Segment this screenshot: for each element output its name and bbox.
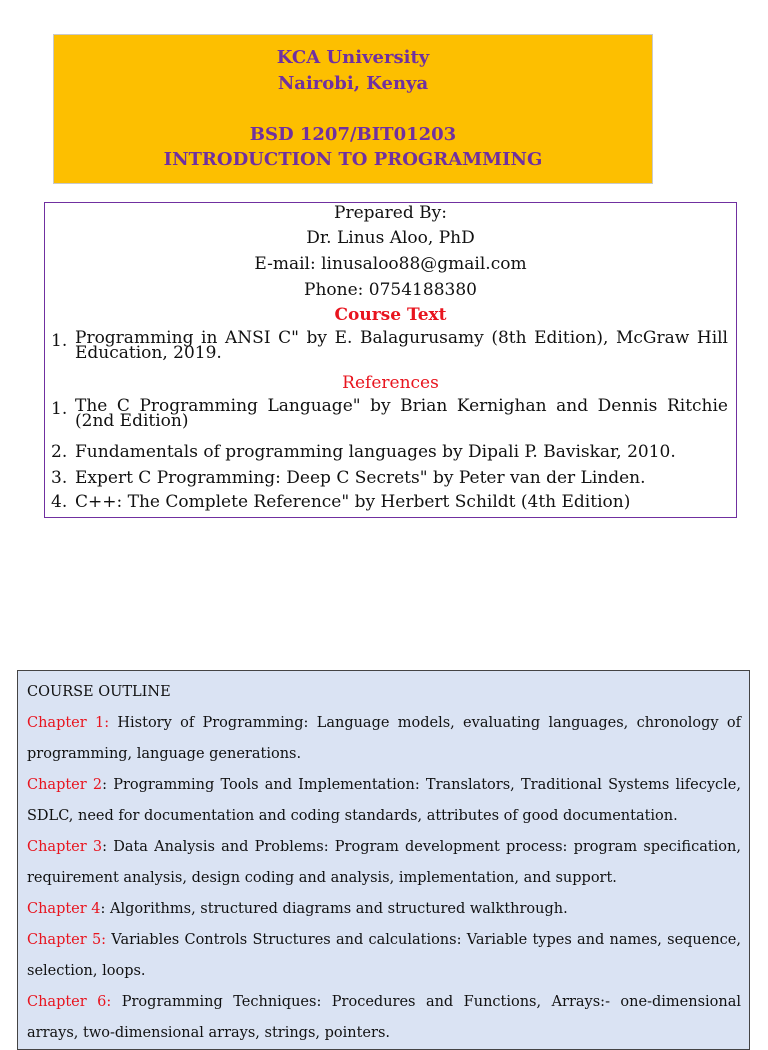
course-outline-box xyxy=(17,670,750,1050)
chapter-label: Chapter 4 xyxy=(27,901,101,917)
chapter-label: Chapter 1: xyxy=(27,715,110,731)
list-number: 4. xyxy=(51,492,68,512)
list-text: C++: The Complete Reference" by Herbert Schildt (4th Edition) xyxy=(75,492,631,512)
reference-item xyxy=(51,396,728,431)
reference-item xyxy=(51,492,728,512)
chapter-description: Programming Techniques: Procedures and Functions, Arrays:- one-dimensional arrays, two-dimensional arrays, strings, pointers. xyxy=(27,994,741,1041)
chapter-entry xyxy=(27,894,741,925)
chapter-entry xyxy=(27,925,741,987)
lecturer-name: Dr. Linus Aloo, PhD xyxy=(306,228,475,248)
chapter-description: Variables Controls Structures and calculations: Variable types and names, sequence, selection, loops. xyxy=(27,932,741,979)
list-number: 2. xyxy=(51,442,68,462)
course-code: BSD 1207/BIT01203 xyxy=(249,124,457,145)
title-banner xyxy=(53,34,653,184)
prepared-by-label: Prepared By: xyxy=(334,203,447,223)
chapter-description: : Algorithms, structured diagrams and structured walkthrough. xyxy=(100,901,568,917)
list-text: Programming in ANSI C" by E. Balagurusamy (8th Edition), McGraw Hill Education, 2019. xyxy=(75,328,728,363)
course-outline-heading: COURSE OUTLINE xyxy=(27,684,171,700)
course-title: INTRODUCTION TO PROGRAMMING xyxy=(163,149,543,170)
list-text: Fundamentals of programming languages by Dipali P. Baviskar, 2010. xyxy=(75,442,676,462)
university-name: KCA University xyxy=(276,47,430,68)
chapter-label: Chapter 3 xyxy=(27,839,103,855)
list-text: The C Programming Language" by Brian Kernighan and Dennis Ritchie (2nd Edition) xyxy=(75,396,728,431)
list-number: 1. xyxy=(51,331,68,351)
chapter-entry xyxy=(27,770,741,832)
references-heading: References xyxy=(342,373,439,393)
chapter-entry xyxy=(27,832,741,894)
course-text-item xyxy=(51,328,728,363)
reference-item xyxy=(51,442,728,462)
list-number: 1. xyxy=(51,399,68,419)
reference-item xyxy=(51,468,728,488)
list-text: Expert C Programming: Deep C Secrets" by Peter van der Linden. xyxy=(75,468,646,488)
university-location: Nairobi, Kenya xyxy=(277,73,429,94)
lecturer-email: E-mail: linusaloo88@gmail.com xyxy=(254,254,527,274)
course-text-heading: Course Text xyxy=(334,305,447,325)
list-number: 3. xyxy=(51,468,68,488)
chapter-label: Chapter 5: xyxy=(27,932,107,948)
chapter-description: : Data Analysis and Problems: Program development process: program specification, requirement analysis, design coding and analysis, implementation, and support. xyxy=(27,839,741,886)
chapter-entry xyxy=(27,987,741,1049)
chapter-label: Chapter 2 xyxy=(27,777,103,793)
lecturer-phone: Phone: 0754188380 xyxy=(304,280,477,300)
chapter-description: : Programming Tools and Implementation: Translators, Traditional Systems lifecycle, SDLC, need for documentation and coding standards, attributes of good documentation. xyxy=(27,777,741,824)
chapter-entry xyxy=(27,708,741,770)
chapter-label: Chapter 6: xyxy=(27,994,112,1010)
chapter-description: History of Programming: Language models, evaluating languages, chronology of programming, language generations. xyxy=(27,715,741,762)
course-info-box xyxy=(44,202,737,518)
